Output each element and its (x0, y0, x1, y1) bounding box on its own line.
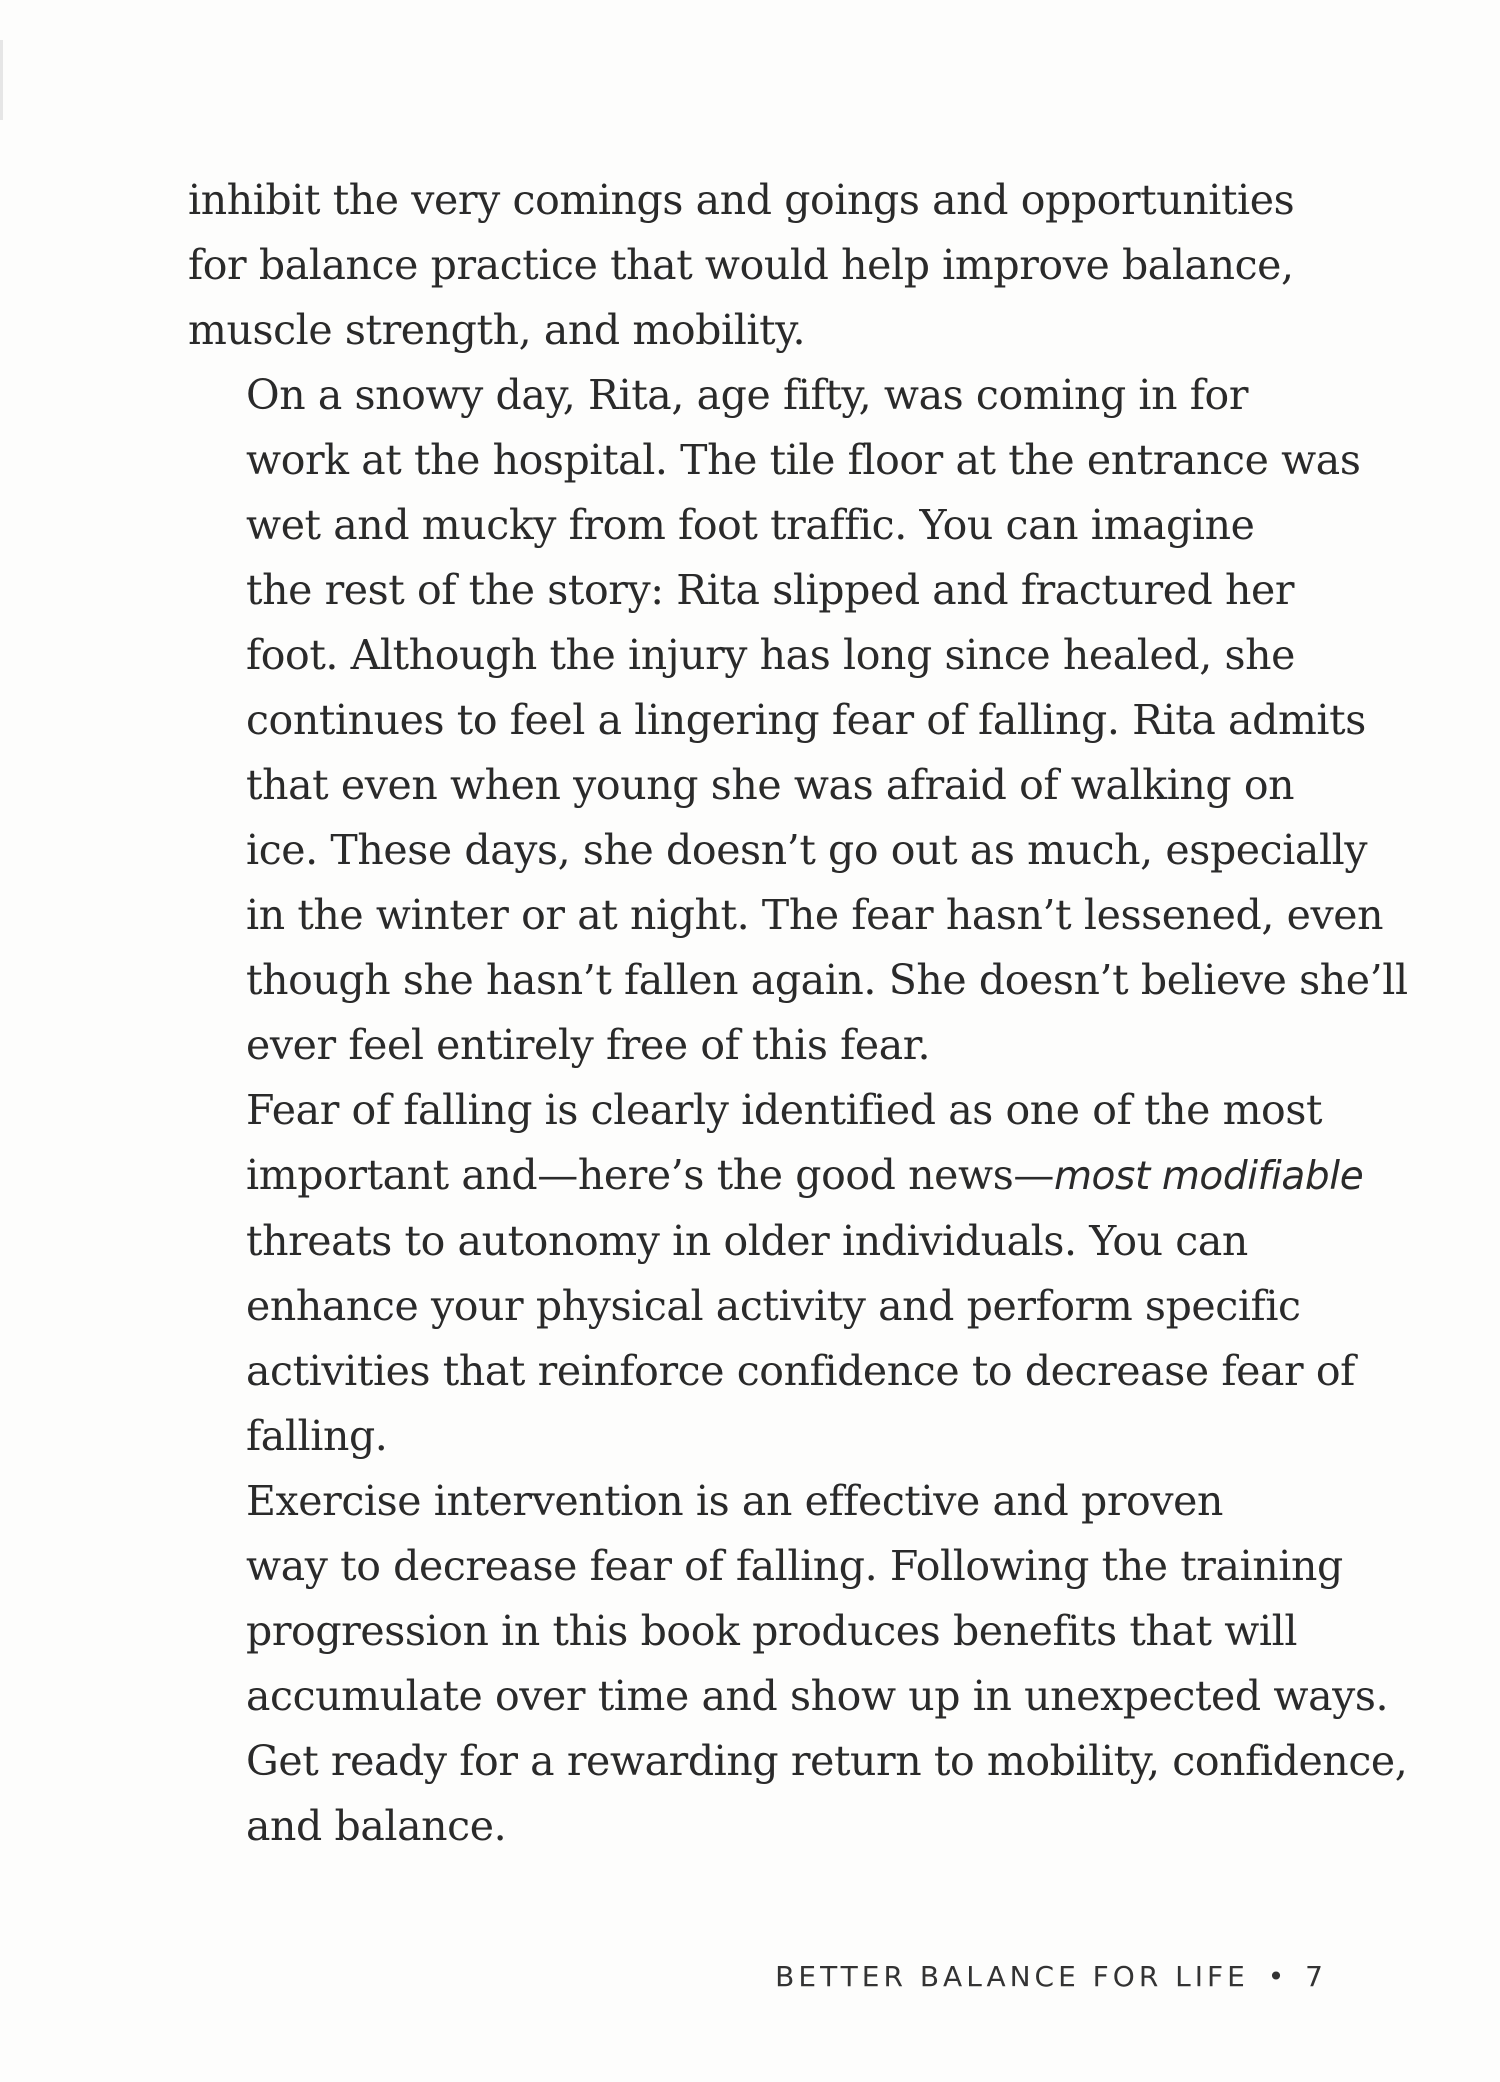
text-line: that even when young she was afraid of walking on (246, 761, 1295, 809)
bullet-separator: • (1267, 1960, 1285, 1993)
page-footer (0, 1960, 1327, 1993)
text-line: work at the hospital. The tile floor at the entrance was (246, 436, 1361, 484)
text-line: Exercise intervention is an effective and proven (246, 1477, 1223, 1525)
text-line: falling. (246, 1412, 388, 1460)
text-line: way to decrease fear of falling. Following the training (246, 1542, 1343, 1590)
text-line: progression in this book produces benefits that will (246, 1607, 1298, 1655)
text-line: the rest of the story: Rita slipped and fractured her (246, 566, 1295, 614)
text-line: though she hasn’t fallen again. She doesn’t believe she’ll (246, 956, 1408, 1004)
text-line: ever feel entirely free of this fear. (246, 1021, 931, 1069)
text-line: wet and mucky from foot traffic. You can imagine (246, 501, 1255, 549)
text-line: Fear of falling is clearly identified as one of the most (246, 1086, 1323, 1134)
text-line: in the winter or at night. The fear hasn’t lessened, even (246, 891, 1384, 939)
text-line: threats to autonomy in older individuals. You can (246, 1217, 1248, 1265)
text-line-with-emphasis (188, 1143, 1363, 1209)
text-line: On a snowy day, Rita, age fifty, was coming in for (246, 371, 1249, 419)
text-segment: important and—here’s the good news— (246, 1151, 1054, 1199)
paragraph-1 (188, 168, 1363, 363)
text-line: muscle strength, and mobility. (188, 306, 806, 354)
text-line: Get ready for a rewarding return to mobility, confidence, (246, 1737, 1408, 1785)
text-line: and balance. (246, 1802, 507, 1850)
text-line: enhance your physical activity and perform specific (246, 1282, 1301, 1330)
text-line: ice. These days, she doesn’t go out as much, especially (246, 826, 1368, 874)
paragraph-3 (188, 1078, 1363, 1469)
text-line: activities that reinforce confidence to decrease fear of (246, 1347, 1355, 1395)
emphasis-text: most modifiable (1053, 1154, 1364, 1199)
page-number: 7 (1305, 1960, 1327, 1993)
running-title: BETTER BALANCE FOR LIFE (775, 1960, 1249, 1993)
text-line: continues to feel a lingering fear of falling. Rita admits (246, 696, 1366, 744)
paragraph-4 (188, 1469, 1408, 1859)
text-line: foot. Although the injury has long since healed, she (246, 631, 1296, 679)
text-line: inhibit the very comings and goings and opportunities (188, 176, 1295, 224)
page-edge-shadow (0, 40, 3, 120)
paragraph-2 (188, 363, 1408, 1078)
text-line: accumulate over time and show up in unexpected ways. (246, 1672, 1389, 1720)
body-text (188, 168, 1408, 1859)
text-line: for balance practice that would help improve balance, (188, 241, 1294, 289)
